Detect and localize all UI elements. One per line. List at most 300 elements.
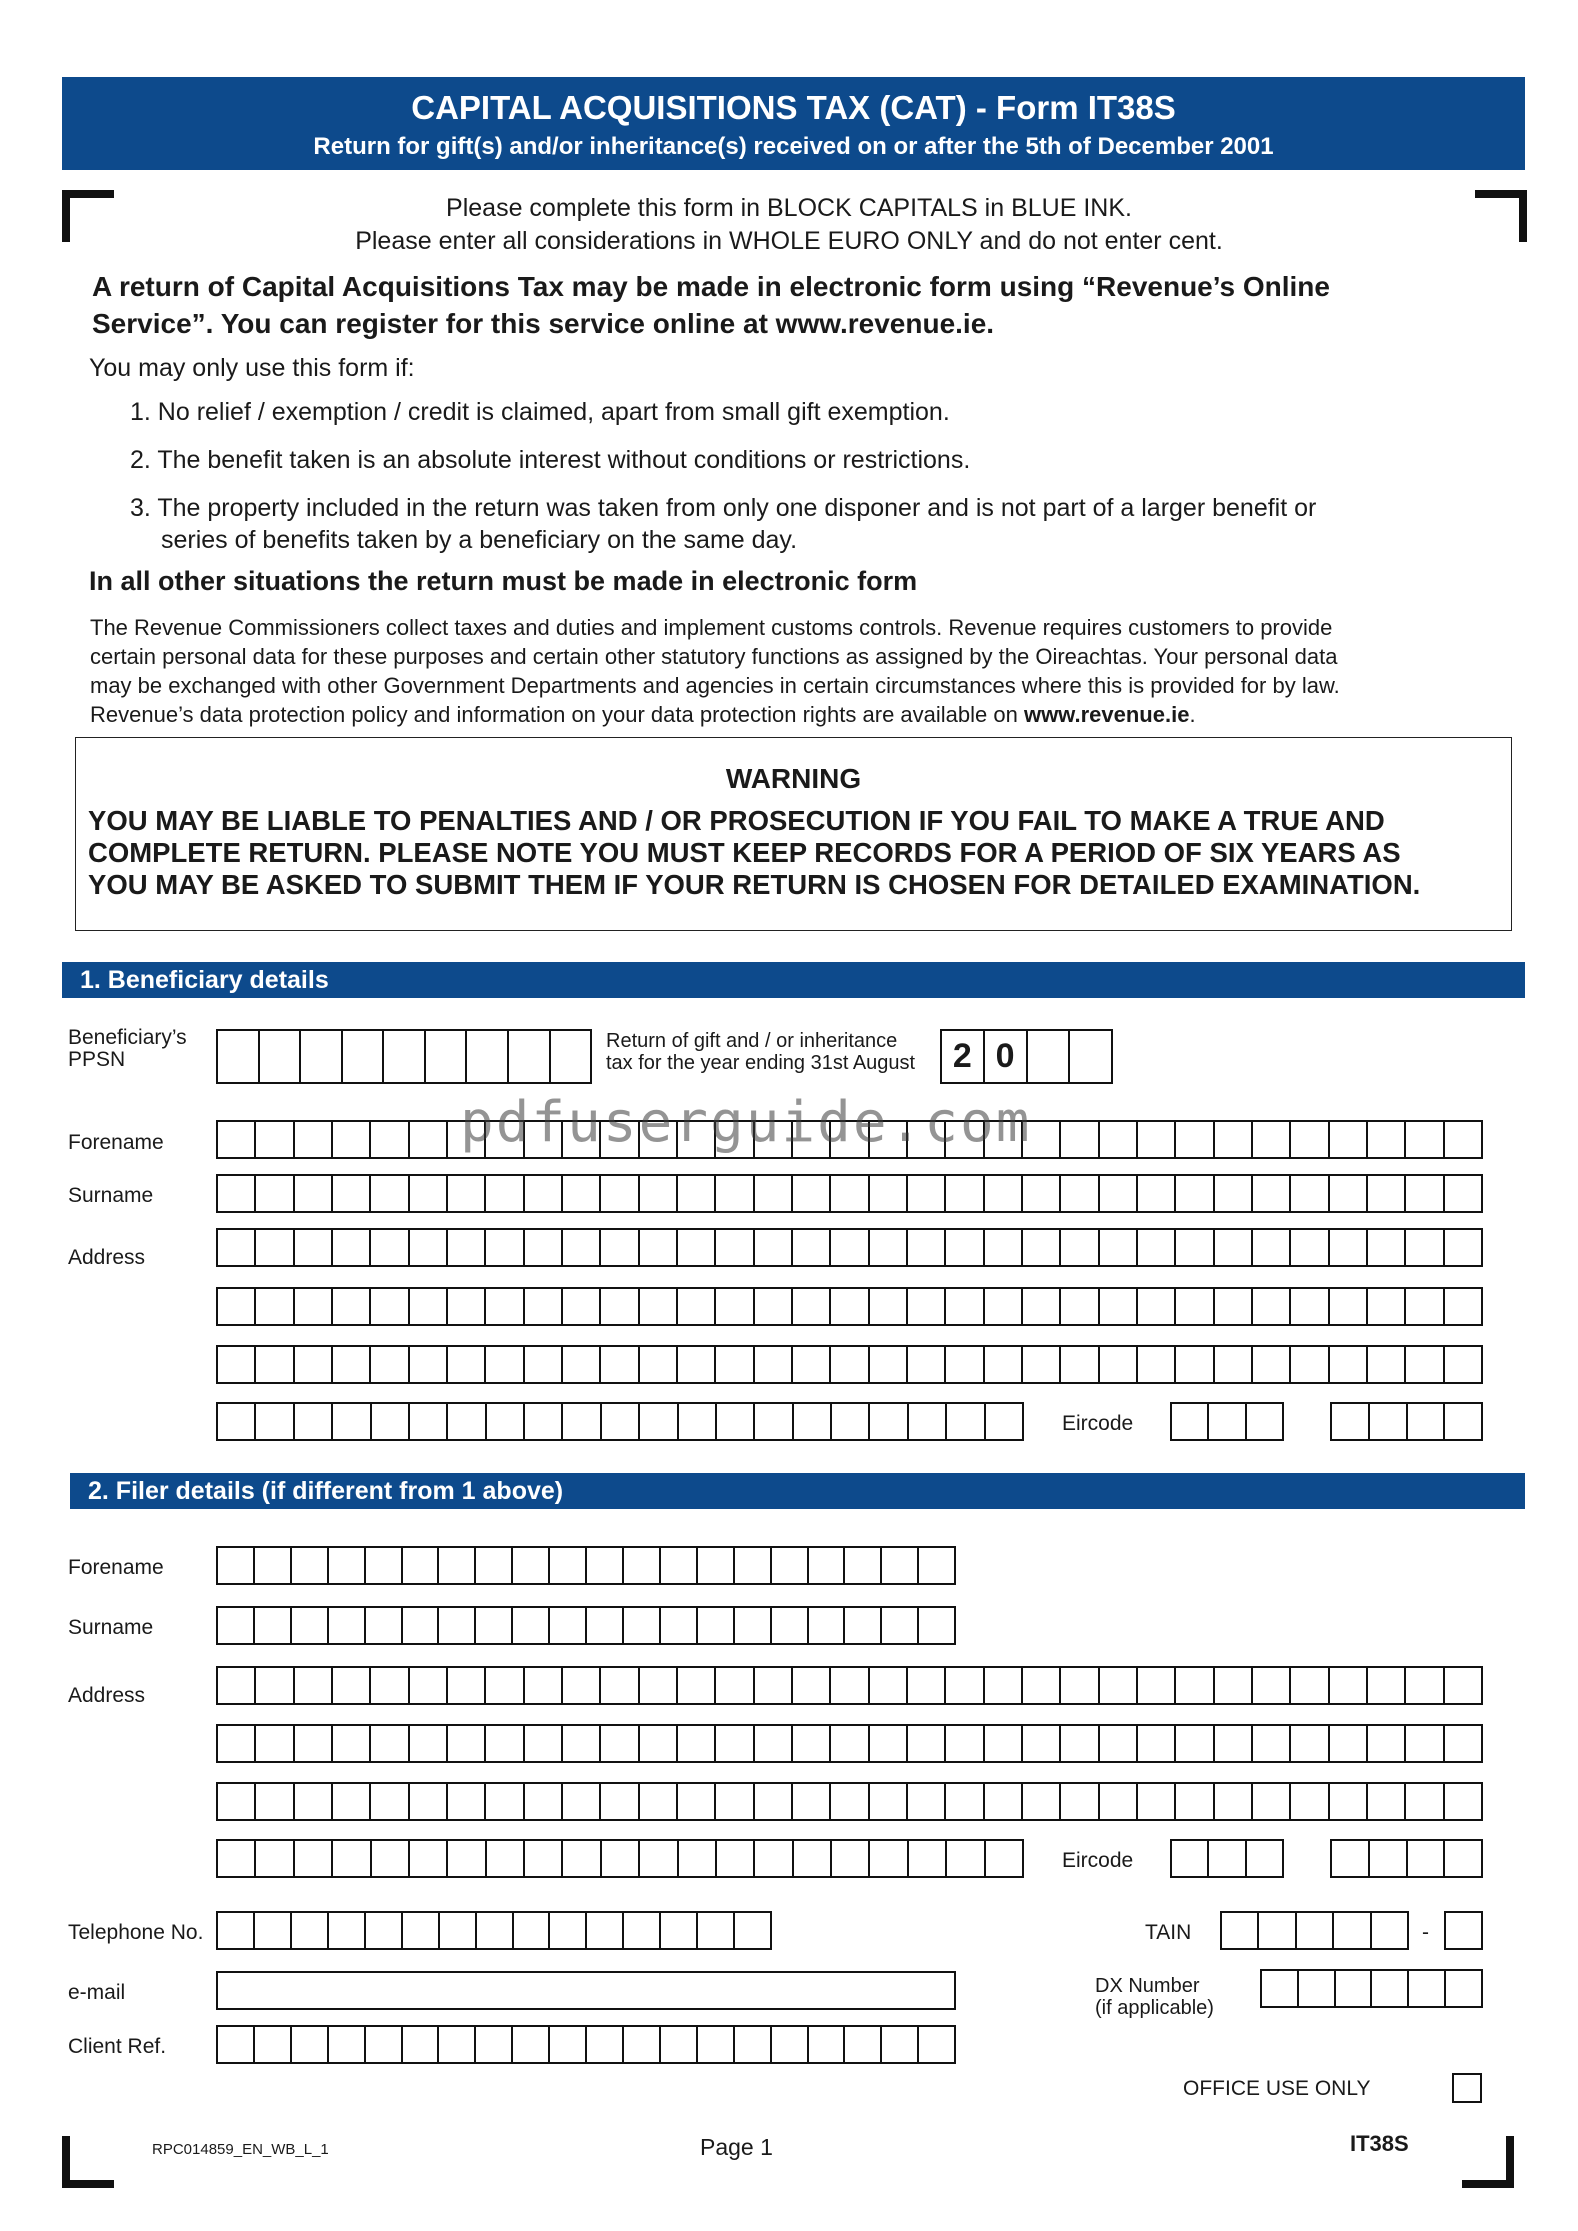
char-cell[interactable] <box>793 1347 831 1382</box>
char-cell[interactable] <box>1061 1784 1099 1819</box>
char-cell[interactable] <box>946 1668 984 1703</box>
char-cell[interactable] <box>640 1668 678 1703</box>
char-cell[interactable] <box>525 1726 563 1761</box>
char-cell[interactable] <box>448 1176 486 1211</box>
char-cell[interactable] <box>1332 1841 1370 1876</box>
char-cell[interactable] <box>563 1784 601 1819</box>
char-cell[interactable] <box>1100 1230 1138 1265</box>
char-cell[interactable] <box>525 1176 563 1211</box>
char-cell[interactable] <box>218 1668 256 1703</box>
revenue-link[interactable]: www.revenue.ie <box>1023 702 1190 727</box>
char-cell[interactable] <box>1336 1971 1373 2006</box>
char-cell[interactable] <box>1247 1404 1282 1439</box>
char-cell[interactable] <box>256 1122 294 1157</box>
char-cell[interactable] <box>985 1347 1023 1382</box>
char-cell[interactable] <box>793 1230 831 1265</box>
char-cell[interactable] <box>870 1726 908 1761</box>
char-cell[interactable] <box>1023 1347 1061 1382</box>
char-cell[interactable] <box>448 1784 486 1819</box>
char-cell[interactable] <box>295 1347 333 1382</box>
char-cell[interactable] <box>1253 1176 1291 1211</box>
char-cell[interactable] <box>1253 1784 1291 1819</box>
beneficiary-surname-input[interactable] <box>216 1174 1483 1213</box>
char-cell[interactable] <box>1215 1726 1253 1761</box>
char-cell[interactable] <box>1023 1176 1061 1211</box>
char-cell[interactable] <box>256 1230 294 1265</box>
char-cell[interactable] <box>755 1176 793 1211</box>
char-cell[interactable] <box>601 1176 639 1211</box>
char-cell[interactable] <box>333 1841 371 1876</box>
char-cell[interactable] <box>1100 1668 1138 1703</box>
char-cell[interactable] <box>486 1347 524 1382</box>
char-cell[interactable] <box>439 1548 476 1583</box>
char-cell[interactable] <box>525 1404 563 1439</box>
char-cell[interactable] <box>487 1404 525 1439</box>
char-cell[interactable] <box>218 1176 256 1211</box>
char-cell[interactable] <box>1253 1230 1291 1265</box>
char-cell[interactable] <box>476 1608 513 1643</box>
char-cell[interactable] <box>486 1726 524 1761</box>
char-cell[interactable] <box>256 1176 294 1211</box>
char-cell[interactable] <box>1176 1347 1214 1382</box>
char-cell[interactable] <box>343 1031 385 1082</box>
char-cell[interactable] <box>845 1548 882 1583</box>
char-cell[interactable] <box>1253 1289 1291 1324</box>
char-cell[interactable] <box>908 1668 946 1703</box>
char-cell[interactable] <box>1368 1122 1406 1157</box>
char-cell[interactable] <box>1138 1122 1176 1157</box>
char-cell[interactable] <box>1368 1230 1406 1265</box>
char-cell[interactable] <box>985 1784 1023 1819</box>
char-cell[interactable] <box>448 1347 486 1382</box>
char-cell[interactable] <box>218 1784 256 1819</box>
char-cell[interactable] <box>640 1347 678 1382</box>
char-cell[interactable] <box>410 1122 448 1157</box>
char-cell[interactable] <box>371 1784 409 1819</box>
char-cell[interactable] <box>333 1784 371 1819</box>
char-cell[interactable] <box>255 1913 292 1948</box>
char-cell[interactable] <box>716 1347 754 1382</box>
char-cell[interactable] <box>716 1668 754 1703</box>
char-cell[interactable] <box>1406 1122 1444 1157</box>
char-cell[interactable] <box>717 1404 755 1439</box>
char-cell[interactable] <box>218 1913 255 1948</box>
char-cell[interactable] <box>255 1608 292 1643</box>
char-cell[interactable] <box>372 1841 410 1876</box>
char-cell[interactable] <box>333 1347 371 1382</box>
year-digit-3[interactable] <box>1028 1031 1071 1082</box>
char-cell[interactable] <box>563 1726 601 1761</box>
char-cell[interactable] <box>882 1548 919 1583</box>
char-cell[interactable] <box>1368 1289 1406 1324</box>
char-cell[interactable] <box>295 1122 333 1157</box>
char-cell[interactable] <box>292 1913 329 1948</box>
char-cell[interactable] <box>624 1913 661 1948</box>
year-digit-4[interactable] <box>1070 1031 1111 1082</box>
char-cell[interactable] <box>661 1548 698 1583</box>
char-cell[interactable] <box>448 1230 486 1265</box>
char-cell[interactable] <box>587 1913 624 1948</box>
char-cell[interactable] <box>218 1031 260 1082</box>
char-cell[interactable] <box>1368 1668 1406 1703</box>
char-cell[interactable] <box>1291 1347 1329 1382</box>
char-cell[interactable] <box>550 1913 587 1948</box>
char-cell[interactable] <box>772 1548 809 1583</box>
char-cell[interactable] <box>1138 1176 1176 1211</box>
char-cell[interactable] <box>514 1913 551 1948</box>
char-cell[interactable] <box>831 1784 869 1819</box>
char-cell[interactable] <box>716 1726 754 1761</box>
char-cell[interactable] <box>946 1176 984 1211</box>
char-cell[interactable] <box>295 1784 333 1819</box>
char-cell[interactable] <box>1253 1668 1291 1703</box>
char-cell[interactable] <box>372 1404 410 1439</box>
char-cell[interactable] <box>716 1784 754 1819</box>
char-cell[interactable] <box>716 1230 754 1265</box>
char-cell[interactable] <box>755 1668 793 1703</box>
char-cell[interactable] <box>1330 1726 1368 1761</box>
char-cell[interactable] <box>333 1726 371 1761</box>
char-cell[interactable] <box>919 1548 954 1583</box>
char-cell[interactable] <box>1330 1347 1368 1382</box>
char-cell[interactable] <box>1138 1726 1176 1761</box>
char-cell[interactable] <box>1176 1668 1214 1703</box>
char-cell[interactable] <box>292 2027 329 2062</box>
char-cell[interactable] <box>1445 1668 1481 1703</box>
char-cell[interactable] <box>717 1841 755 1876</box>
char-cell[interactable] <box>678 1668 716 1703</box>
beneficiary-eircode-unique[interactable] <box>1330 1402 1483 1441</box>
char-cell[interactable] <box>1023 1726 1061 1761</box>
char-cell[interactable] <box>513 1548 550 1583</box>
char-cell[interactable] <box>986 1404 1022 1439</box>
char-cell[interactable] <box>525 1784 563 1819</box>
char-cell[interactable] <box>563 1668 601 1703</box>
char-cell[interactable] <box>295 1176 333 1211</box>
char-cell[interactable] <box>218 1230 256 1265</box>
char-cell[interactable] <box>1023 1784 1061 1819</box>
filer-forename-input[interactable] <box>216 1546 956 1585</box>
char-cell[interactable] <box>371 1726 409 1761</box>
char-cell[interactable] <box>256 1726 294 1761</box>
char-cell[interactable] <box>486 1230 524 1265</box>
char-cell[interactable] <box>525 1230 563 1265</box>
char-cell[interactable] <box>371 1668 409 1703</box>
beneficiary-address-line-2[interactable] <box>216 1287 1483 1326</box>
char-cell[interactable] <box>1291 1726 1329 1761</box>
char-cell[interactable] <box>1446 1971 1481 2006</box>
char-cell[interactable] <box>1368 1784 1406 1819</box>
char-cell[interactable] <box>1138 1784 1176 1819</box>
char-cell[interactable] <box>601 1668 639 1703</box>
char-cell[interactable] <box>1299 1971 1336 2006</box>
char-cell[interactable] <box>794 1841 832 1876</box>
char-cell[interactable] <box>772 1608 809 1643</box>
char-cell[interactable] <box>1023 1668 1061 1703</box>
char-cell[interactable] <box>366 1608 403 1643</box>
char-cell[interactable] <box>624 2027 661 2062</box>
char-cell[interactable] <box>448 1668 486 1703</box>
char-cell[interactable] <box>845 1608 882 1643</box>
char-cell[interactable] <box>329 1548 366 1583</box>
char-cell[interactable] <box>661 1913 698 1948</box>
char-cell[interactable] <box>1061 1230 1099 1265</box>
char-cell[interactable] <box>601 1726 639 1761</box>
char-cell[interactable] <box>1406 1784 1444 1819</box>
char-cell[interactable] <box>1445 1726 1481 1761</box>
char-cell[interactable] <box>809 1548 846 1583</box>
char-cell[interactable] <box>716 1176 754 1211</box>
char-cell[interactable] <box>384 1031 426 1082</box>
char-cell[interactable] <box>946 1289 984 1324</box>
char-cell[interactable] <box>256 1289 294 1324</box>
char-cell[interactable] <box>371 1289 409 1324</box>
char-cell[interactable] <box>551 1031 591 1082</box>
char-cell[interactable] <box>1368 1347 1406 1382</box>
char-cell[interactable] <box>735 2027 772 2062</box>
char-cell[interactable] <box>831 1668 869 1703</box>
char-cell[interactable] <box>985 1668 1023 1703</box>
char-cell[interactable] <box>1247 1841 1282 1876</box>
char-cell[interactable] <box>1023 1230 1061 1265</box>
char-cell[interactable] <box>550 1548 587 1583</box>
filer-address-line-2[interactable] <box>216 1724 1483 1763</box>
char-cell[interactable] <box>640 1230 678 1265</box>
char-cell[interactable] <box>1176 1122 1214 1157</box>
char-cell[interactable] <box>870 1230 908 1265</box>
char-cell[interactable] <box>1406 1230 1444 1265</box>
char-cell[interactable] <box>371 1176 409 1211</box>
dx-number-input[interactable] <box>1260 1969 1483 2008</box>
char-cell[interactable] <box>1406 1347 1444 1382</box>
char-cell[interactable] <box>1215 1122 1253 1157</box>
char-cell[interactable] <box>410 1404 448 1439</box>
char-cell[interactable] <box>410 1289 448 1324</box>
char-cell[interactable] <box>1138 1347 1176 1382</box>
char-cell[interactable] <box>640 1841 678 1876</box>
char-cell[interactable] <box>985 1726 1023 1761</box>
char-cell[interactable] <box>1253 1122 1291 1157</box>
char-cell[interactable] <box>870 1668 908 1703</box>
char-cell[interactable] <box>476 1548 513 1583</box>
char-cell[interactable] <box>735 1913 770 1948</box>
char-cell[interactable] <box>1370 1404 1408 1439</box>
char-cell[interactable] <box>256 1404 294 1439</box>
filer-eircode-unique[interactable] <box>1330 1839 1483 1878</box>
char-cell[interactable] <box>403 1913 440 1948</box>
char-cell[interactable] <box>440 1913 477 1948</box>
char-cell[interactable] <box>735 1608 772 1643</box>
char-cell[interactable] <box>255 1548 292 1583</box>
char-cell[interactable] <box>295 1289 333 1324</box>
char-cell[interactable] <box>333 1668 371 1703</box>
char-cell[interactable] <box>661 2027 698 2062</box>
year-input[interactable] <box>940 1029 1113 1084</box>
char-cell[interactable] <box>809 2027 846 2062</box>
char-cell[interactable] <box>333 1289 371 1324</box>
char-cell[interactable] <box>1138 1230 1176 1265</box>
char-cell[interactable] <box>1061 1347 1099 1382</box>
char-cell[interactable] <box>295 1404 333 1439</box>
char-cell[interactable] <box>679 1841 717 1876</box>
char-cell[interactable] <box>439 1608 476 1643</box>
char-cell[interactable] <box>486 1668 524 1703</box>
char-cell[interactable] <box>735 1548 772 1583</box>
char-cell[interactable] <box>793 1289 831 1324</box>
filer-address-line-3[interactable] <box>216 1782 1483 1821</box>
char-cell[interactable] <box>1061 1726 1099 1761</box>
char-cell[interactable] <box>439 2027 476 2062</box>
char-cell[interactable] <box>793 1176 831 1211</box>
char-cell[interactable] <box>602 1404 640 1439</box>
char-cell[interactable] <box>1100 1347 1138 1382</box>
char-cell[interactable] <box>1061 1122 1099 1157</box>
char-cell[interactable] <box>333 1404 371 1439</box>
char-cell[interactable] <box>410 1176 448 1211</box>
char-cell[interactable] <box>292 1548 329 1583</box>
char-cell[interactable] <box>1445 1289 1481 1324</box>
char-cell[interactable] <box>831 1289 869 1324</box>
char-cell[interactable] <box>1209 1404 1246 1439</box>
char-cell[interactable] <box>333 1230 371 1265</box>
char-cell[interactable] <box>870 1784 908 1819</box>
char-cell[interactable] <box>563 1404 601 1439</box>
char-cell[interactable] <box>1176 1289 1214 1324</box>
char-cell[interactable] <box>256 1668 294 1703</box>
char-cell[interactable] <box>1253 1347 1291 1382</box>
char-cell[interactable] <box>295 1230 333 1265</box>
char-cell[interactable] <box>1408 1404 1446 1439</box>
char-cell[interactable] <box>467 1031 509 1082</box>
char-cell[interactable] <box>448 1404 486 1439</box>
char-cell[interactable] <box>1100 1784 1138 1819</box>
char-cell[interactable] <box>487 1841 525 1876</box>
char-cell[interactable] <box>587 2027 624 2062</box>
char-cell[interactable] <box>525 1347 563 1382</box>
char-cell[interactable] <box>218 2027 255 2062</box>
char-cell[interactable] <box>525 1668 563 1703</box>
char-cell[interactable] <box>832 1841 870 1876</box>
char-cell[interactable] <box>640 1784 678 1819</box>
char-cell[interactable] <box>1297 1913 1334 1948</box>
char-cell[interactable] <box>1445 1841 1481 1876</box>
char-cell[interactable] <box>218 1347 256 1382</box>
char-cell[interactable] <box>870 1289 908 1324</box>
char-cell[interactable] <box>448 1289 486 1324</box>
char-cell[interactable] <box>371 1230 409 1265</box>
char-cell[interactable] <box>602 1841 640 1876</box>
char-cell[interactable] <box>1176 1726 1214 1761</box>
char-cell[interactable] <box>218 1841 256 1876</box>
char-cell[interactable] <box>755 1404 793 1439</box>
filer-surname-input[interactable] <box>216 1606 956 1645</box>
filer-eircode-routing[interactable] <box>1170 1839 1284 1878</box>
char-cell[interactable] <box>601 1784 639 1819</box>
char-cell[interactable] <box>716 1289 754 1324</box>
char-cell[interactable] <box>946 1726 984 1761</box>
char-cell[interactable] <box>1172 1404 1209 1439</box>
char-cell[interactable] <box>772 2027 809 2062</box>
char-cell[interactable] <box>329 1913 366 1948</box>
char-cell[interactable] <box>794 1404 832 1439</box>
char-cell[interactable] <box>256 1347 294 1382</box>
char-cell[interactable] <box>1372 1971 1409 2006</box>
char-cell[interactable] <box>403 1548 440 1583</box>
char-cell[interactable] <box>1445 1347 1481 1382</box>
char-cell[interactable] <box>1215 1230 1253 1265</box>
char-cell[interactable] <box>1372 1913 1407 1948</box>
char-cell[interactable] <box>755 1726 793 1761</box>
char-cell[interactable] <box>1291 1176 1329 1211</box>
char-cell[interactable] <box>1138 1668 1176 1703</box>
char-cell[interactable] <box>1100 1122 1138 1157</box>
char-cell[interactable] <box>366 1913 403 1948</box>
char-cell[interactable] <box>371 1122 409 1157</box>
char-cell[interactable] <box>919 2027 954 2062</box>
char-cell[interactable] <box>1445 1122 1481 1157</box>
char-cell[interactable] <box>1368 1176 1406 1211</box>
char-cell[interactable] <box>1138 1289 1176 1324</box>
char-cell[interactable] <box>908 1289 946 1324</box>
char-cell[interactable] <box>1332 1404 1370 1439</box>
char-cell[interactable] <box>255 2027 292 2062</box>
filer-address-line-1[interactable] <box>216 1666 1483 1705</box>
char-cell[interactable] <box>831 1347 869 1382</box>
char-cell[interactable] <box>678 1347 716 1382</box>
beneficiary-address-line-3[interactable] <box>216 1345 1483 1384</box>
char-cell[interactable] <box>1408 1841 1446 1876</box>
char-cell[interactable] <box>678 1726 716 1761</box>
char-cell[interactable] <box>1368 1726 1406 1761</box>
char-cell[interactable] <box>329 1608 366 1643</box>
filer-address-line-4[interactable] <box>216 1839 1024 1878</box>
char-cell[interactable] <box>1259 1913 1296 1948</box>
char-cell[interactable] <box>218 1404 256 1439</box>
tain-check-input[interactable] <box>1444 1911 1483 1950</box>
char-cell[interactable] <box>563 1841 601 1876</box>
char-cell[interactable] <box>295 1726 333 1761</box>
char-cell[interactable] <box>333 1122 371 1157</box>
char-cell[interactable] <box>601 1230 639 1265</box>
char-cell[interactable] <box>640 1289 678 1324</box>
char-cell[interactable] <box>1215 1784 1253 1819</box>
char-cell[interactable] <box>882 1608 919 1643</box>
char-cell[interactable] <box>1370 1841 1408 1876</box>
char-cell[interactable] <box>1445 1404 1481 1439</box>
char-cell[interactable] <box>793 1726 831 1761</box>
char-cell[interactable] <box>908 1176 946 1211</box>
char-cell[interactable] <box>640 1726 678 1761</box>
char-cell[interactable] <box>563 1176 601 1211</box>
char-cell[interactable] <box>256 1784 294 1819</box>
char-cell[interactable] <box>587 1548 624 1583</box>
char-cell[interactable] <box>1291 1784 1329 1819</box>
char-cell[interactable] <box>832 1404 870 1439</box>
client-ref-input[interactable] <box>216 2025 956 2064</box>
char-cell[interactable] <box>366 1548 403 1583</box>
char-cell[interactable] <box>601 1347 639 1382</box>
char-cell[interactable] <box>661 1608 698 1643</box>
beneficiary-address-line-4[interactable] <box>216 1402 1024 1441</box>
char-cell[interactable] <box>410 1784 448 1819</box>
char-cell[interactable] <box>919 1608 954 1643</box>
char-cell[interactable] <box>550 1608 587 1643</box>
char-cell[interactable] <box>1330 1784 1368 1819</box>
char-cell[interactable] <box>640 1404 678 1439</box>
char-cell[interactable] <box>946 1230 984 1265</box>
char-cell[interactable] <box>1023 1289 1061 1324</box>
char-cell[interactable] <box>698 1913 735 1948</box>
